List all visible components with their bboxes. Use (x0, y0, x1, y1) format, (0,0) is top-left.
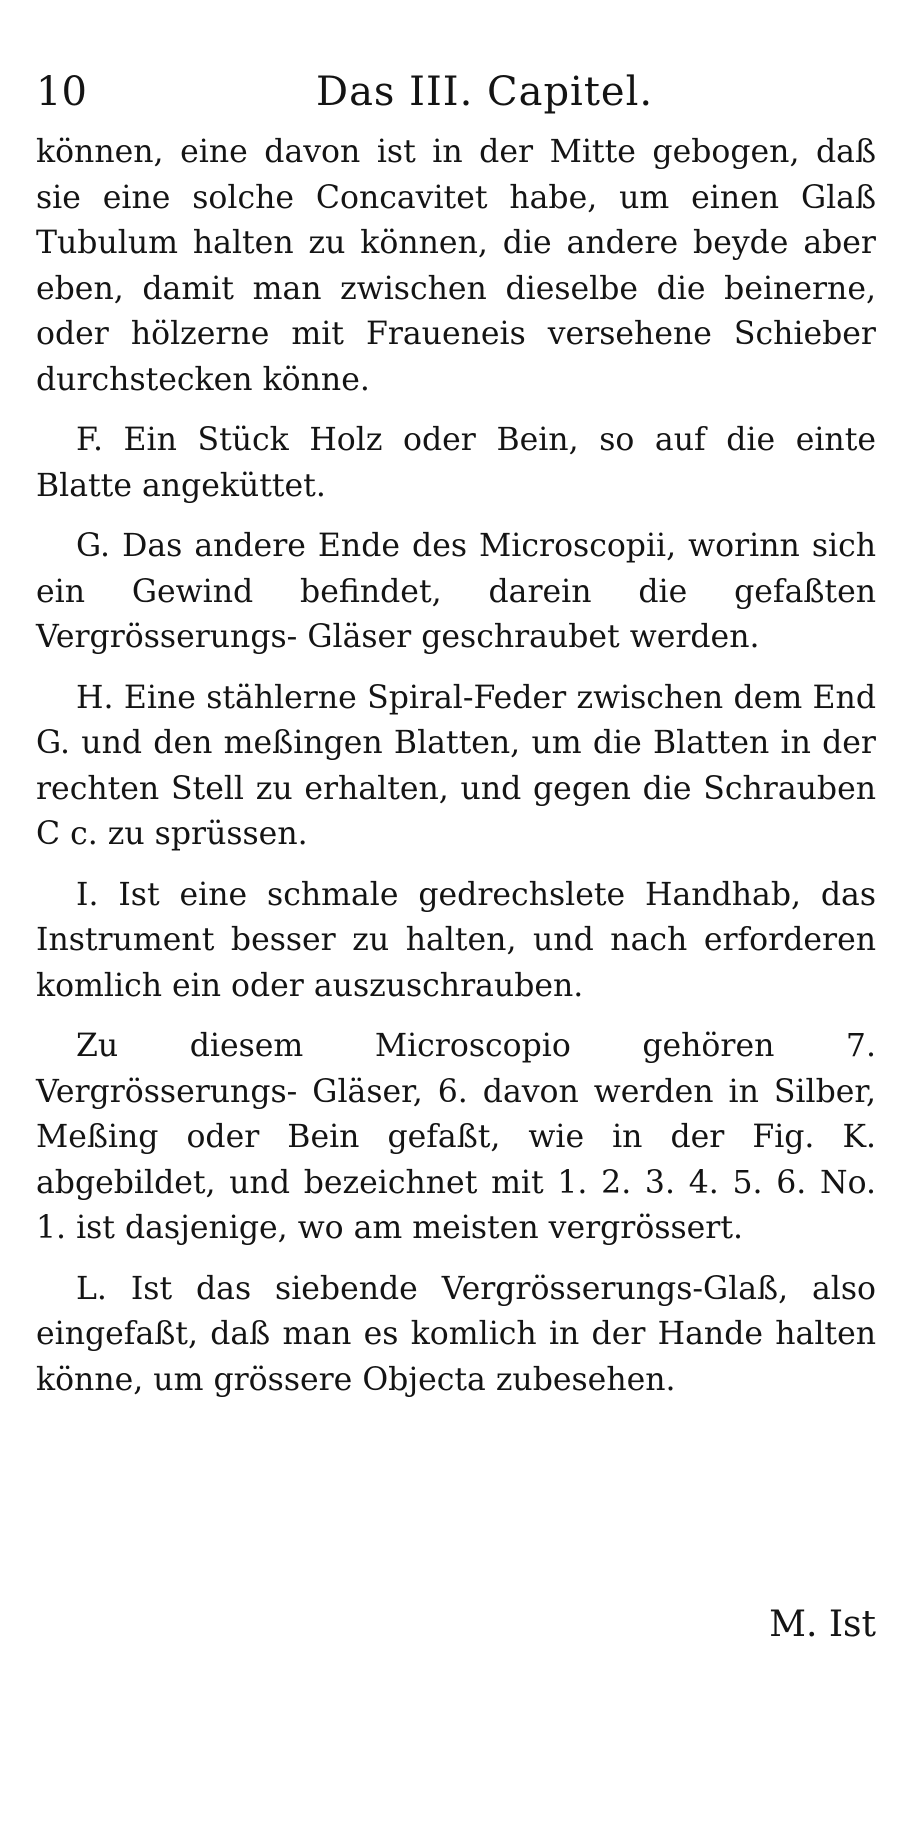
paragraph-item-h: H. Eine stählerne Spiral-Feder zwischen dem End G. und den meßingen Blatten, um die Blatten in der rechten Stell zu erhalten, und gegen die Schrauben C c. zu sprüssen. (36, 679, 876, 852)
catchword: M. Ist (769, 1604, 876, 1645)
paragraph-item-l: L. Ist das siebende Vergrösserungs-Glaß, also eingefaßt, daß man es komlich in der Hande halten könne, um grössere Objecta zubesehen. (36, 1270, 876, 1398)
page-number: 10 (36, 69, 87, 115)
paragraph-item-g: G. Das andere Ende des Microscopii, worinn sich ein Gewind befindet, darein die gefaßten Vergrösserungs- Gläser geschraubet werden. (36, 528, 876, 655)
page-header (36, 62, 876, 122)
paragraph-item-f: F. Ein Stück Holz oder Bein, so auf die einte Blatte angeküttet. (36, 422, 876, 504)
paragraph-lenses: Zu diesem Microscopio gehören 7. Vergrösserungs- Gläser, 6. davon werden in Silber, Meßing oder Bein gefaßt, wie in der Fig. K. abgebildet, und bezeichnet mit 1. 2. 3. 4. 5. 6. No. 1. ist dasjenige, wo am meisten vergrössert. (36, 1028, 876, 1246)
body-text (36, 130, 876, 1418)
running-head: Das III. Capitel. (316, 69, 654, 115)
paragraph-item-i: I. Ist eine schmale gedrechslete Handhab, das Instrument besser zu halten, und nach erforderen komlich ein oder auszuschrauben. (36, 876, 876, 1004)
paragraph-continuation: können, eine davon ist in der Mitte gebogen, daß sie eine solche Concavitet habe, um einen Glaß Tubulum halten zu können, die andere beyde aber eben, damit man zwischen dieselbe die beinerne, oder hölzerne mit Fraueneis versehene Schieber durchstecken könne. (36, 134, 876, 398)
